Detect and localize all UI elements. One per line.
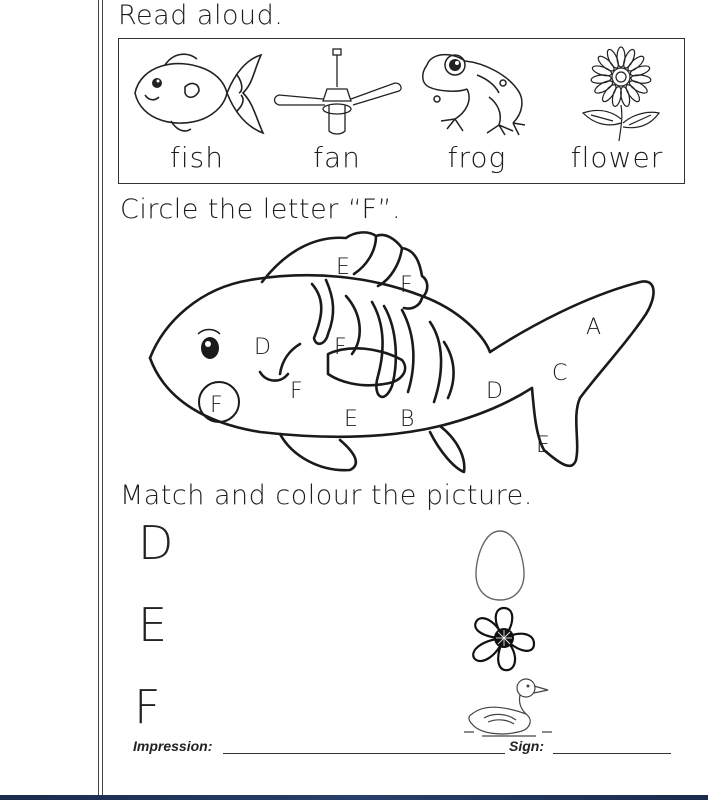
frog-icon <box>407 43 547 143</box>
fish-letter[interactable]: A <box>586 315 602 340</box>
margin-rule-left <box>98 0 99 795</box>
match-colour-heading: Match and colour the picture. <box>120 480 533 511</box>
match-letter-d: D <box>138 516 174 570</box>
fish-letter[interactable]: C <box>552 361 568 386</box>
impression-label: Impression: <box>133 738 213 754</box>
vocab-item-fan <box>267 39 407 183</box>
fish-letter[interactable]: E <box>336 255 350 280</box>
vocab-word-fish: fish <box>170 141 224 174</box>
read-aloud-heading: Read aloud. <box>118 0 284 31</box>
bottom-bar <box>0 795 708 800</box>
vocab-word-frog: frog <box>447 141 507 174</box>
margin-rule-right <box>102 0 103 795</box>
fish-letter[interactable]: D <box>254 335 271 360</box>
vocab-word-flower: flower <box>570 141 664 174</box>
vocab-item-flower <box>547 39 687 183</box>
sign-label: Sign: <box>509 738 544 754</box>
fish-letter[interactable]: F <box>400 273 413 298</box>
vocab-item-frog <box>407 39 547 183</box>
fish-letter[interactable]: E <box>344 407 358 432</box>
fish-letter[interactable]: F <box>210 393 223 418</box>
match-letter-f: F <box>134 680 161 734</box>
fish-letter[interactable]: F <box>290 379 303 404</box>
fish-letter[interactable]: F <box>334 335 347 360</box>
circle-letter-heading: Circle the letter “F”. <box>120 194 402 225</box>
fish-letter[interactable]: E <box>536 433 550 458</box>
vocab-item-fish <box>127 39 267 183</box>
ceiling-fan-icon <box>267 43 407 143</box>
fish-letter[interactable]: B <box>400 407 415 432</box>
vocab-box <box>118 38 685 184</box>
flower-icon[interactable] <box>468 604 540 674</box>
flower-icon <box>547 43 687 143</box>
duck-icon[interactable] <box>464 676 554 738</box>
fish-icon <box>127 43 267 143</box>
sign-line[interactable] <box>553 753 671 754</box>
big-fish-illustration <box>140 226 660 480</box>
footer <box>133 738 678 760</box>
vocab-word-fan: fan <box>313 141 361 174</box>
egg-icon[interactable] <box>470 528 530 604</box>
match-letter-e: E <box>138 598 168 652</box>
impression-line[interactable] <box>223 753 505 754</box>
fish-letter[interactable]: D <box>486 379 503 404</box>
